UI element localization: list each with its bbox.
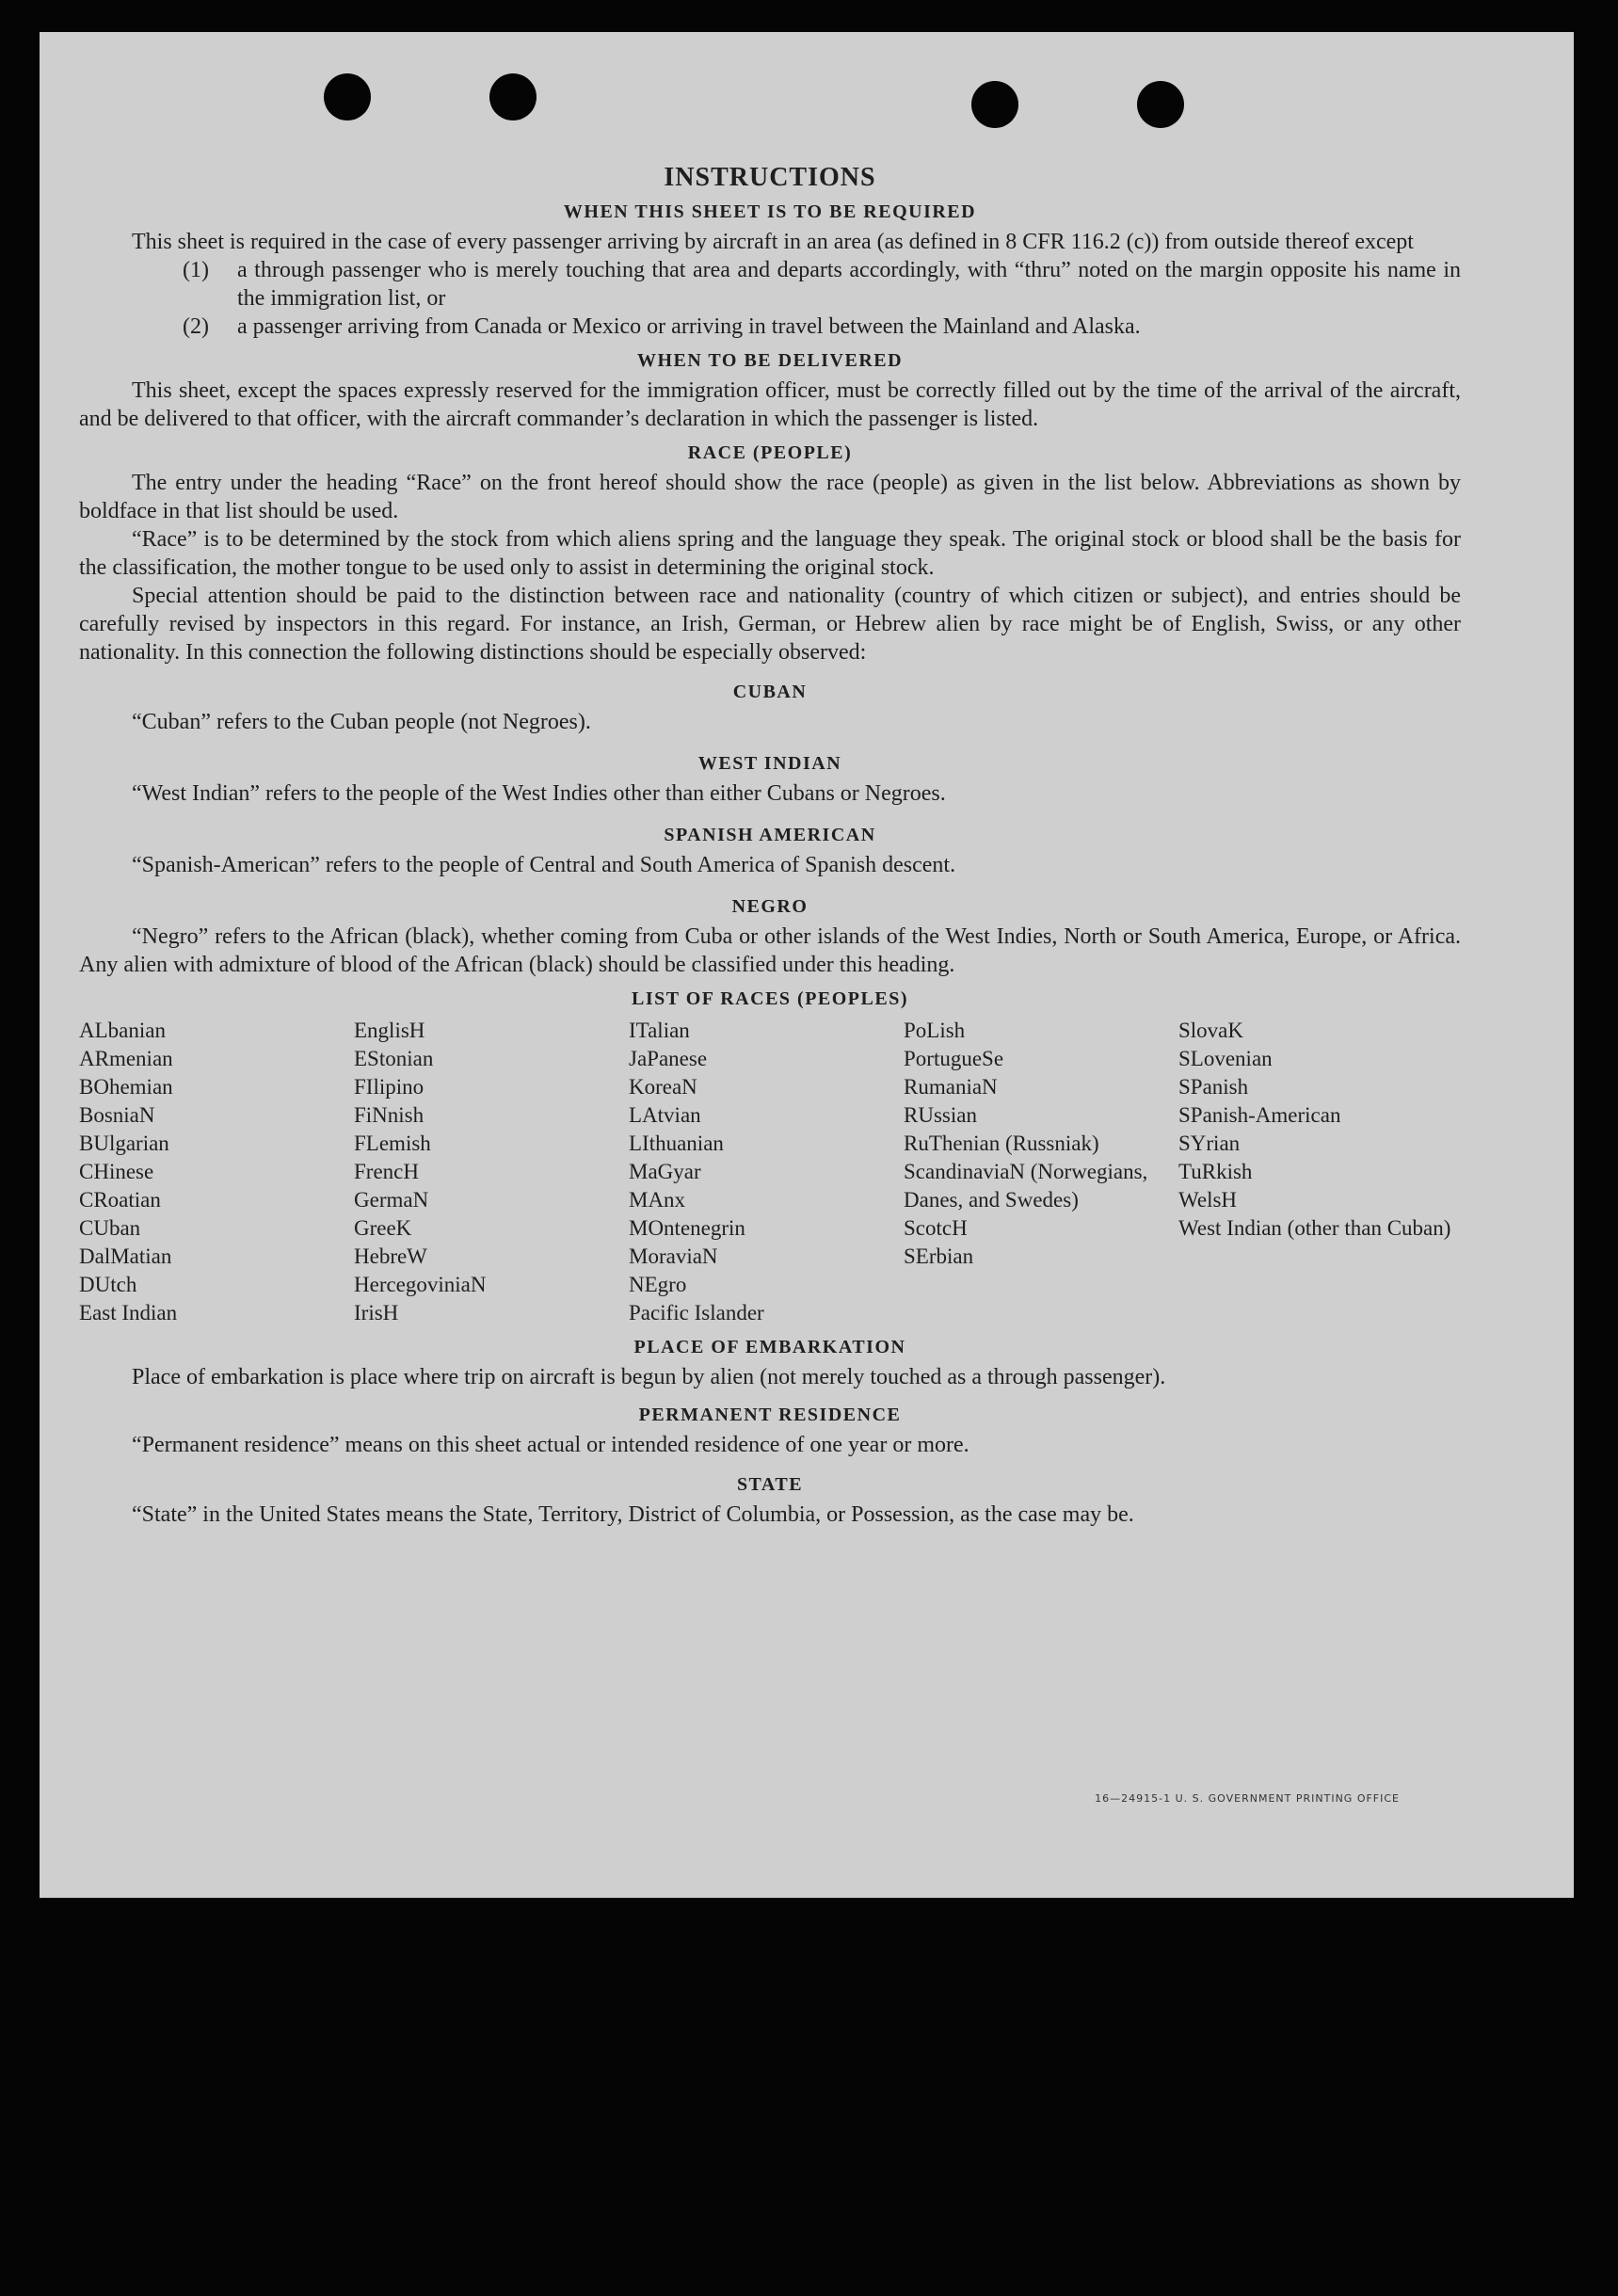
heading-cuban: CUBAN: [732, 682, 808, 702]
race-entry: FLemish: [354, 1132, 431, 1155]
page-title: INSTRUCTIONS: [664, 163, 876, 192]
race-entry: SPanish-American: [1178, 1103, 1341, 1127]
race-entry: LAtvian: [629, 1103, 701, 1127]
heading-when-required: WHEN THIS SHEET IS TO BE REQUIRED: [563, 201, 977, 222]
punch-hole-1: [324, 73, 371, 120]
race-entry: FIlipino: [354, 1075, 425, 1099]
races-column-5: [1178, 1017, 1461, 1327]
printing-office-code: 16—24915-1 U. S. GOVERNMENT PRINTING OFFICE: [1095, 1792, 1400, 1805]
race-entry: ITalian: [629, 1019, 690, 1042]
race-entry: ScandinaviaN (Norwegians, Danes, and Swedes): [904, 1160, 1148, 1212]
heading-negro: NEGRO: [731, 896, 809, 917]
item-text: a passenger arriving from Canada or Mexico or arriving in travel between the Mainland and Alaska.: [237, 314, 1141, 339]
item-number: (1): [183, 258, 209, 282]
race-entry: EnglisH: [354, 1019, 425, 1042]
race-entry: NEgro: [629, 1273, 687, 1296]
race-paragraph-3: Special attention should be paid to the distinction between race and nationality (country of which citizen or subject), and entries should be carefully revised by inspectors in this regard. For instance, an Irish, German, or Hebrew alien by race might be of English, Swiss, or any other nationality. In this connection the following distinctions should be especially observed:: [79, 584, 1461, 665]
races-column-1: [79, 1017, 354, 1327]
race-entry: MAnx: [629, 1188, 686, 1212]
residence-text: “Permanent residence” means on this sheet actual or intended residence of one year or more.: [132, 1433, 969, 1457]
negro-text: “Negro” refers to the African (black), whether coming from Cuba or other islands of the West Indies, North or South America, Europe, or Africa. Any alien with admixture of blood of the African (black) should be classified under this heading.: [79, 924, 1461, 977]
heading-state: STATE: [736, 1474, 804, 1495]
race-entry: FiNnish: [354, 1103, 425, 1127]
race-paragraph-2: “Race” is to be determined by the stock from which aliens spring and the language they speak. The original stock or blood shall be the basis for the classification, the mother tongue to be used only to assist in determining the original stock.: [79, 527, 1461, 580]
race-entry: CUban: [79, 1216, 141, 1240]
race-entry: SYrian: [1178, 1132, 1241, 1155]
race-entry: TuRkish: [1178, 1160, 1253, 1183]
race-paragraph-1: The entry under the heading “Race” on the front hereof should show the race (people) as given in the list below. Abbreviations as shown by boldface in that list should be used.: [79, 471, 1461, 523]
race-entry: PoLish: [904, 1019, 966, 1042]
race-entry: HercegoviniaN: [354, 1273, 487, 1296]
race-entry: LIthuanian: [629, 1132, 724, 1155]
race-entry: ALbanian: [79, 1019, 166, 1042]
race-entry: MoraviaN: [629, 1244, 718, 1268]
required-item-2: [183, 313, 1461, 341]
race-entry: RUssian: [904, 1103, 977, 1127]
races-column-3: [629, 1017, 904, 1327]
heading-embarkation: PLACE OF EMBARKATION: [633, 1337, 906, 1357]
race-entry: DUtch: [79, 1273, 137, 1296]
race-entry: MaGyar: [629, 1160, 701, 1183]
heading-spanish-american: SPANISH AMERICAN: [664, 825, 876, 845]
race-entry: ScotcH: [904, 1216, 968, 1240]
races-column-4: [904, 1017, 1178, 1327]
race-entry: FrencH: [354, 1160, 419, 1183]
race-entry: MOntenegrin: [629, 1216, 745, 1240]
race-entry: JaPanese: [629, 1047, 708, 1070]
required-item-1: [183, 256, 1461, 313]
required-intro: This sheet is required in the case of every passenger arriving by aircraft in an area (as defined in 8 CFR 116.2 (c)) from outside thereof except: [132, 230, 1414, 254]
race-entry: BUlgarian: [79, 1132, 169, 1155]
punch-hole-2: [489, 73, 537, 120]
heading-when-delivered: WHEN TO BE DELIVERED: [636, 350, 904, 371]
race-entry: IrisH: [354, 1301, 399, 1325]
race-entry: ARmenian: [79, 1047, 173, 1070]
instructions-body: [79, 164, 1461, 1529]
race-entry: RumaniaN: [904, 1075, 998, 1099]
spanish-american-text: “Spanish-American” refers to the people of Central and South America of Spanish descent.: [132, 853, 956, 877]
race-entry: EStonian: [354, 1047, 434, 1070]
race-entry: East Indian: [79, 1301, 178, 1325]
punch-hole-4: [1137, 81, 1184, 128]
heading-list-of-races: LIST OF RACES (PEOPLES): [631, 988, 908, 1009]
west-indian-text: “West Indian” refers to the people of the West Indies other than either Cubans or Negroes.: [132, 781, 946, 806]
document-sheet: [40, 32, 1574, 1898]
cuban-text: “Cuban” refers to the Cuban people (not Negroes).: [132, 710, 591, 734]
race-entry: CRoatian: [79, 1188, 161, 1212]
delivered-text: This sheet, except the spaces expressly reserved for the immigration officer, must be correctly filled out by the time of the arrival of the aircraft, and be delivered to that officer, with the aircraft commander’s declaration in which the passenger is listed.: [79, 378, 1461, 431]
race-entry: SErbian: [904, 1244, 974, 1268]
races-list: [79, 1017, 1461, 1327]
race-entry: PortugueSe: [904, 1047, 1004, 1070]
race-entry: GreeK: [354, 1216, 412, 1240]
heading-race: RACE (PEOPLE): [687, 442, 853, 463]
race-entry: SlovaK: [1178, 1019, 1243, 1042]
race-entry: CHinese: [79, 1160, 154, 1183]
races-column-2: [354, 1017, 629, 1327]
race-entry: WelsH: [1178, 1188, 1238, 1212]
race-entry: RuThenian (Russniak): [904, 1132, 1099, 1155]
race-entry: SLovenian: [1178, 1047, 1273, 1070]
race-entry: HebreW: [354, 1244, 427, 1268]
race-entry: KoreaN: [629, 1075, 697, 1099]
embarkation-text: Place of embarkation is place where trip on aircraft is begun by alien (not merely touched as a through passenger).: [132, 1365, 1166, 1389]
heading-west-indian: WEST INDIAN: [697, 753, 842, 774]
heading-permanent-residence: PERMANENT RESIDENCE: [638, 1405, 902, 1425]
race-entry: Pacific Islander: [629, 1301, 764, 1325]
punch-hole-3: [971, 81, 1018, 128]
race-entry: SPanish: [1178, 1075, 1249, 1099]
item-text: a through passenger who is merely touching that area and departs accordingly, with “thru” noted on the margin opposite his name in the immigration list, or: [237, 258, 1461, 311]
race-entry: DalMatian: [79, 1244, 172, 1268]
race-entry: BosniaN: [79, 1103, 155, 1127]
state-text: “State” in the United States means the State, Territory, District of Columbia, or Possession, as the case may be.: [132, 1502, 1134, 1527]
race-entry: GermaN: [354, 1188, 429, 1212]
race-entry: BOhemian: [79, 1075, 173, 1099]
race-entry: West Indian (other than Cuban): [1178, 1216, 1451, 1240]
item-number: (2): [183, 314, 209, 339]
